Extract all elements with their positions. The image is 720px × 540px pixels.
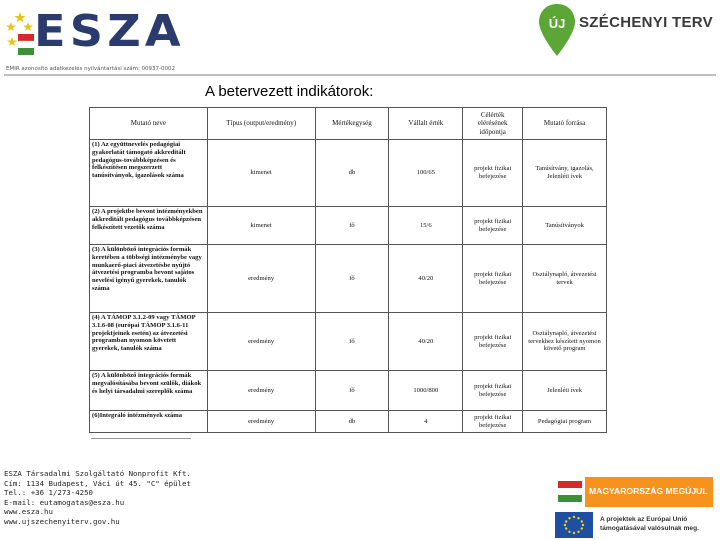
unit-cell: fő <box>315 245 389 313</box>
table-row <box>90 207 607 245</box>
source-cell: Tanúsítványok <box>523 207 607 245</box>
table-row <box>90 140 607 207</box>
source-cell: Tanúsítvány, igazolás, Jelenléti ívek <box>523 140 607 207</box>
deadline-cell: projekt fizikai befejezése <box>463 140 523 207</box>
eu-support-text <box>600 515 699 533</box>
indicator-table <box>89 107 607 433</box>
deadline-cell: projekt fizikai befejezése <box>463 313 523 371</box>
type-cell: eredmény <box>207 371 315 411</box>
contact-line: ESZA Társadalmi Szolgáltató Nonprofit Kft. <box>4 469 191 478</box>
indicator-name-cell: (5) A különböző integrációs formák megvalósításába bevont szülők, diákok és helyi társadalmi szereplők száma <box>90 371 208 411</box>
source-cell: Jelenléti ívek <box>523 371 607 411</box>
table-row <box>90 313 607 371</box>
table-row <box>90 371 607 411</box>
type-cell: eredmény <box>207 313 315 371</box>
value-cell: 40/20 <box>389 313 463 371</box>
indicator-name-cell: (2) A projektbe bevont intézményekben akkreditált pedagógus továbbképzésen felkészített vezetők száma <box>90 207 208 245</box>
source-cell: Pedagógiai program <box>523 411 607 433</box>
hungary-renews-banner <box>555 477 713 507</box>
header-divider <box>4 74 716 76</box>
hungarian-flag-icon <box>555 477 585 507</box>
indicator-name-cell: (6)Integráló intézmények száma <box>90 411 208 433</box>
contact-line: www.esza.hu <box>4 507 53 517</box>
contact-line: E-mail: eutamogatas@esza.hu <box>4 497 125 507</box>
page-title: A betervezett indikátorok: <box>205 83 374 100</box>
contact-line: Cím: 1134 Budapest, Váci út 45. "C" épület <box>4 478 191 488</box>
eu-support-line: támogatásával valósulnak meg. <box>600 525 699 532</box>
esza-logo <box>6 4 185 60</box>
unit-cell: fő <box>315 313 389 371</box>
type-cell: eredmény <box>207 245 315 313</box>
type-cell: kimenet <box>207 140 315 207</box>
value-cell: 1000/800 <box>389 371 463 411</box>
contact-line: www.ujszechenyiterv.gov.hu <box>4 516 120 526</box>
hungary-renews-text: MAGYARORSZÁG MEGÚJUL <box>589 486 708 496</box>
contact-block <box>4 469 191 527</box>
szechenyi-logo-mark: ÚJ <box>548 16 566 31</box>
type-cell: kimenet <box>207 207 315 245</box>
column-header: Vállalt érték <box>389 108 463 140</box>
eu-support-line: A projektek az Európai Unió <box>600 516 688 523</box>
emir-identifier: EMIR azonosító adatkezelés nyilvántartási szám: 00937-0002 <box>6 66 176 72</box>
deadline-cell: projekt fizikai befejezése <box>463 245 523 313</box>
source-cell: Osztálynapló, átvezetési tervek <box>523 245 607 313</box>
source-cell: Osztálynapló, átvezetési tervekhez készített nyomon követő program <box>523 313 607 371</box>
value-cell: 40/20 <box>389 245 463 313</box>
table-row <box>90 411 607 433</box>
type-cell: eredmény <box>207 411 315 433</box>
value-cell: 100/65 <box>389 140 463 207</box>
szechenyi-terv-logo <box>537 2 717 60</box>
unit-cell: fő <box>315 371 389 411</box>
indicator-name-cell: (3) A különböző integrációs formák keretében a többségi intézménybe vagy munkaerő-piaci átvezetésbe nyújtó átvezetési programba bevont sajátos nevelési igényű gyerekek, tanulók száma <box>90 245 208 313</box>
column-header: Típus (output/eredmény) <box>207 108 315 140</box>
column-header: Célérték elérésének időpontja <box>463 108 523 140</box>
indicator-name-cell: (1) Az együttnevelés pedagógiai gyakorlatát támogató akkreditált pedagógus-továbbképzésen és felkészítésen megszerzett tanúsítványok, igazolások száma <box>90 140 208 207</box>
deadline-cell: projekt fizikai befejezése <box>463 411 523 433</box>
unit-cell: db <box>315 411 389 433</box>
esza-stars-icon <box>6 10 36 60</box>
column-header: Mutató neve <box>90 108 208 140</box>
unit-cell: db <box>315 140 389 207</box>
table-row <box>90 245 607 313</box>
esza-logo-text: ESZA <box>34 6 185 57</box>
location-pin-icon <box>537 2 577 58</box>
column-header: Mértékegység <box>315 108 389 140</box>
value-cell: 15/6 <box>389 207 463 245</box>
szechenyi-logo-text: SZÉCHENYI TERV <box>579 14 713 31</box>
contact-line: Tel.: +36 1/273-4250 <box>4 488 93 498</box>
deadline-cell: projekt fizikai befejezése <box>463 371 523 411</box>
column-header: Mutató forrása <box>523 108 607 140</box>
footnote-divider <box>91 438 191 439</box>
deadline-cell: projekt fizikai befejezése <box>463 207 523 245</box>
value-cell: 4 <box>389 411 463 433</box>
eu-flag-icon <box>555 512 593 538</box>
unit-cell: fő <box>315 207 389 245</box>
indicator-name-cell: (4) A TÁMOP 3.1.2-09 vagy TÁMOP 3.1.6-08 (európai TÁMOP 3.1.6-11 projektjeinek esetén) az átvezetési programban nyomon követett gyerekek, tanulók száma <box>90 313 208 371</box>
table-header-row <box>90 108 607 140</box>
